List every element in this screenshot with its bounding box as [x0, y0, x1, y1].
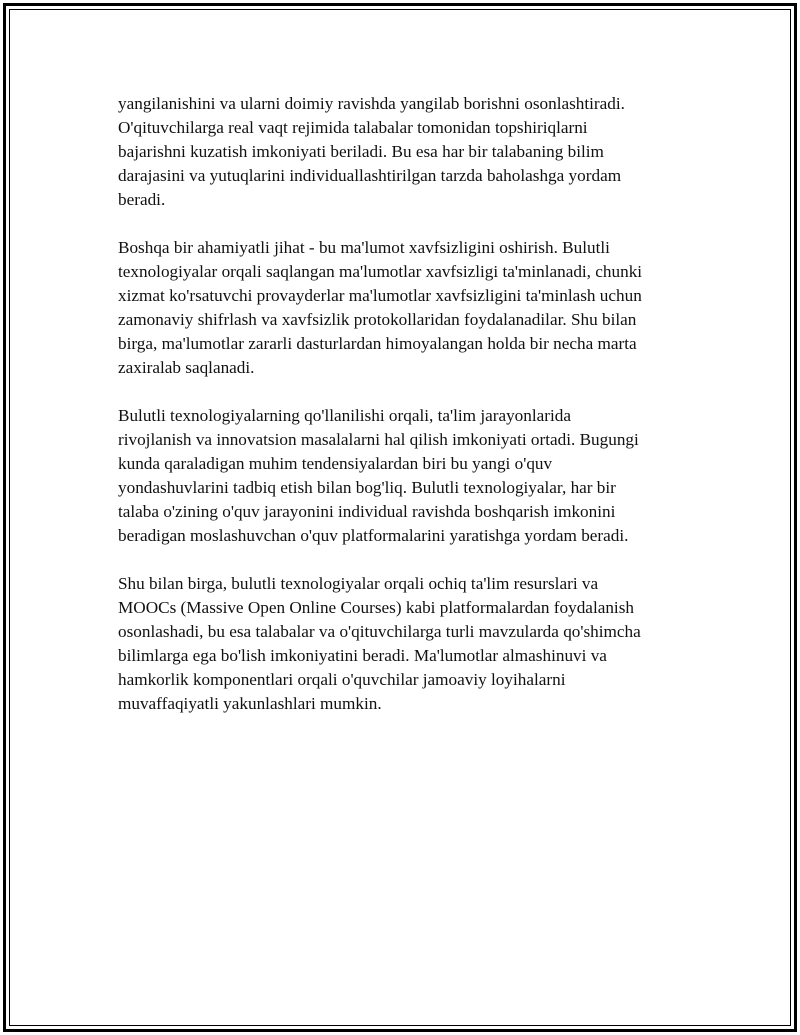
text-line: zaxiralab saqlanadi. — [118, 358, 255, 377]
paragraph-2 — [118, 236, 688, 380]
document-body — [118, 92, 688, 740]
text-line: O'qituvchilarga real vaqt rejimida talabalar tomonidan topshiriqlarni — [118, 118, 588, 137]
text-line: hamkorlik komponentlari orqali o'quvchilar jamoaviy loyihalarni — [118, 670, 566, 689]
text-line: Bulutli texnologiyalarning qo'llanilishi orqali, ta'lim jarayonlarida — [118, 406, 571, 425]
text-line: Boshqa bir ahamiyatli jihat - bu ma'lumot xavfsizligini oshirish. Bulutli — [118, 238, 610, 257]
text-line: beradigan moslashuvchan o'quv platformalarini yaratishga yordam beradi. — [118, 526, 629, 545]
text-line: kunda qaraladigan muhim tendensiyalardan biri bu yangi o'quv — [118, 454, 553, 473]
text-line: MOOCs (Massive Open Online Courses) kabi platformalardan foydalanish — [118, 598, 634, 617]
text-line: bilimlarga ega bo'lish imkoniyatini beradi. Ma'lumotlar almashinuvi va — [118, 646, 607, 665]
text-line: yangilanishini va ularni doimiy ravishda yangilab borishni osonlashtiradi. — [118, 94, 625, 113]
text-line: muvaffaqiyatli yakunlashlari mumkin. — [118, 694, 382, 713]
text-line: rivojlanish va innovatsion masalalarni hal qilish imkoniyati ortadi. Bugungi — [118, 430, 639, 449]
text-line: talaba o'zining o'quv jarayonini individual ravishda boshqarish imkonini — [118, 502, 616, 521]
paragraph-3 — [118, 404, 688, 548]
text-line: yondashuvlarini tadbiq etish bilan bog'liq. Bulutli texnologiyalar, har bir — [118, 478, 616, 497]
text-line: birga, ma'lumotlar zararli dasturlardan himoyalangan holda bir necha marta — [118, 334, 637, 353]
text-line: texnologiyalar orqali saqlangan ma'lumotlar xavfsizligi ta'minlanadi, chunki — [118, 262, 643, 281]
paragraph-4 — [118, 572, 688, 716]
text-line: bajarishni kuzatish imkoniyati beriladi. Bu esa har bir talabaning bilim — [118, 142, 604, 161]
text-line: zamonaviy shifrlash va xavfsizlik protokollaridan foydalanadilar. Shu bilan — [118, 310, 637, 329]
paragraph-1 — [118, 92, 688, 212]
text-line: darajasini va yutuqlarini individuallashtirilgan tarzda baholashga yordam — [118, 166, 622, 185]
text-line: xizmat ko'rsatuvchi provayderlar ma'lumotlar xavfsizligini ta'minlash uchun — [118, 286, 642, 305]
text-line: Shu bilan birga, bulutli texnologiyalar orqali ochiq ta'lim resurslari va — [118, 574, 599, 593]
text-line: beradi. — [118, 190, 166, 209]
text-line: osonlashadi, bu esa talabalar va o'qituvchilarga turli mavzularda qo'shimcha — [118, 622, 641, 641]
